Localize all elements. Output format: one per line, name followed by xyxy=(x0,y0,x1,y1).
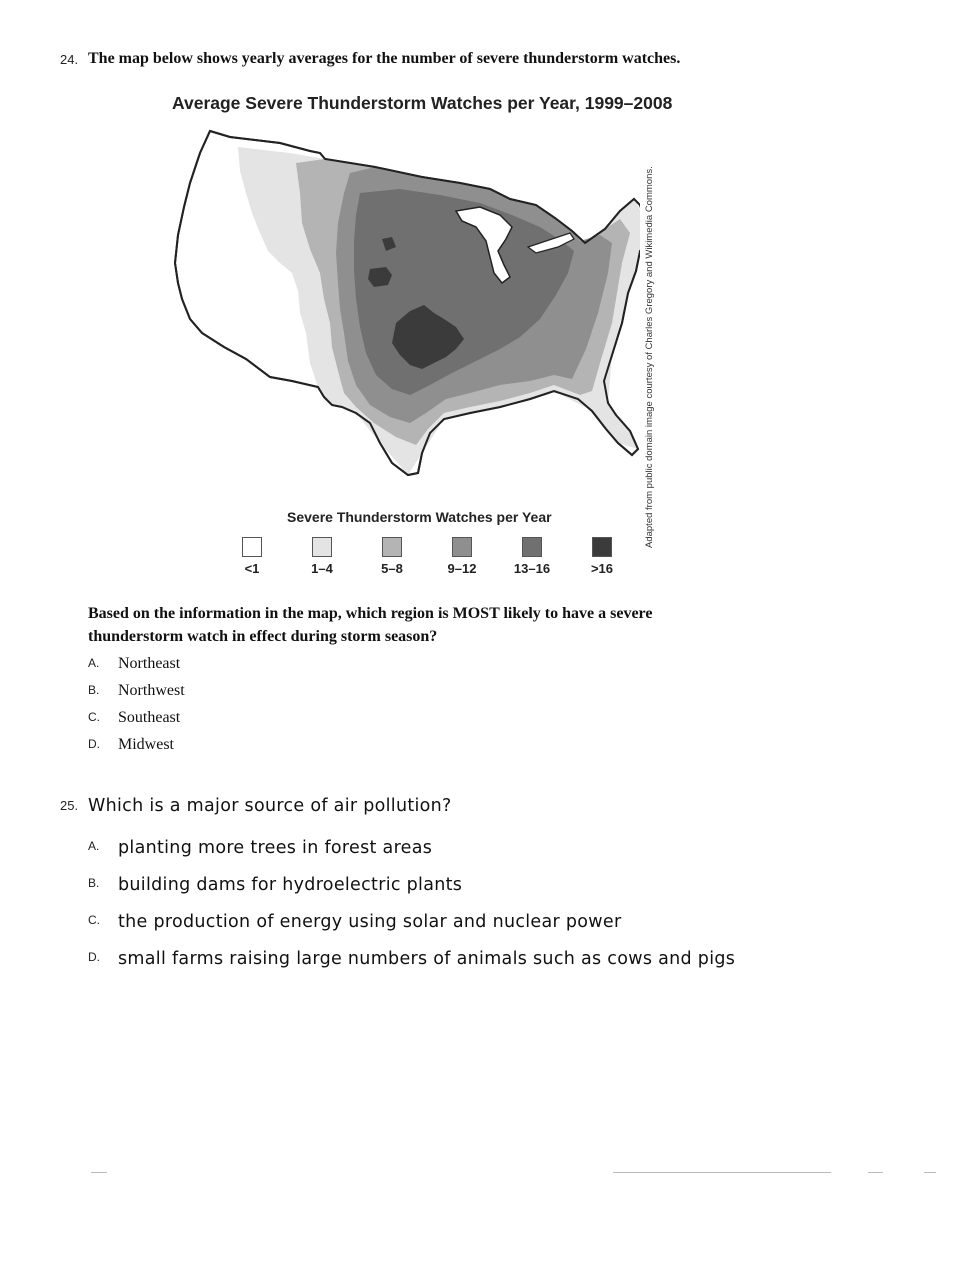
choice-letter: C. xyxy=(88,913,100,927)
question-stem: The map below shows yearly averages for the number of severe thunderstorm watches. xyxy=(88,50,681,67)
legend-label: 1–4 xyxy=(311,561,333,576)
legend-label: 13–16 xyxy=(513,561,551,576)
us-map xyxy=(160,123,640,503)
footer-divider xyxy=(924,1172,936,1173)
legend-label: 9–12 xyxy=(447,561,477,576)
choice-text: building dams for hydroelectric plants xyxy=(118,875,463,895)
map-title: Average Severe Thunderstorm Watches per Year, 1999–2008 xyxy=(172,93,673,113)
legend-item xyxy=(582,537,622,576)
legend-title: Severe Thunderstorm Watches per Year xyxy=(287,509,552,525)
question-number: 25. xyxy=(60,798,79,813)
choice-text: Southeast xyxy=(118,709,181,726)
question-number: 24. xyxy=(60,52,79,67)
legend-item xyxy=(232,537,272,576)
legend-item xyxy=(372,537,412,576)
legend-swatch xyxy=(522,537,542,557)
legend-label: 5–8 xyxy=(381,561,403,576)
choice-text: Northwest xyxy=(118,682,185,699)
choice-text: planting more trees in forest areas xyxy=(118,838,433,858)
legend-item xyxy=(442,537,482,576)
choice-letter: C. xyxy=(88,710,100,724)
choice-text: small farms raising large numbers of animals such as cows and pigs xyxy=(118,949,736,969)
legend-swatch xyxy=(592,537,612,557)
choice-letter: A. xyxy=(88,839,100,853)
question-stem: Which is a major source of air pollution? xyxy=(88,796,452,816)
legend-swatch xyxy=(452,537,472,557)
legend-item xyxy=(512,537,552,576)
choice-letter: D. xyxy=(88,950,100,964)
choice-text: Midwest xyxy=(118,736,174,753)
question-prompt: Based on the information in the map, which region is MOST likely to have a severe thunderstorm watch in effect during storm season? xyxy=(88,605,653,645)
legend-label: <1 xyxy=(244,561,260,576)
legend-label: >16 xyxy=(590,561,614,576)
map-credit: Adapted from public domain image courtesy of Charles Gregory and Wikimedia Commons. xyxy=(644,166,655,548)
footer-divider xyxy=(868,1172,883,1173)
footer-divider xyxy=(613,1172,831,1173)
choice-text: Northeast xyxy=(118,655,181,672)
choice-letter: B. xyxy=(88,876,100,890)
legend-item xyxy=(302,537,342,576)
legend-swatch xyxy=(382,537,402,557)
choice-letter: A. xyxy=(88,656,100,670)
choice-letter: D. xyxy=(88,737,100,751)
choice-letter: B. xyxy=(88,683,100,697)
footer-divider xyxy=(91,1172,107,1173)
thunderstorm-map-figure xyxy=(160,88,700,588)
legend-swatch xyxy=(312,537,332,557)
legend-swatch xyxy=(242,537,262,557)
choice-text: the production of energy using solar and nuclear power xyxy=(118,912,622,932)
